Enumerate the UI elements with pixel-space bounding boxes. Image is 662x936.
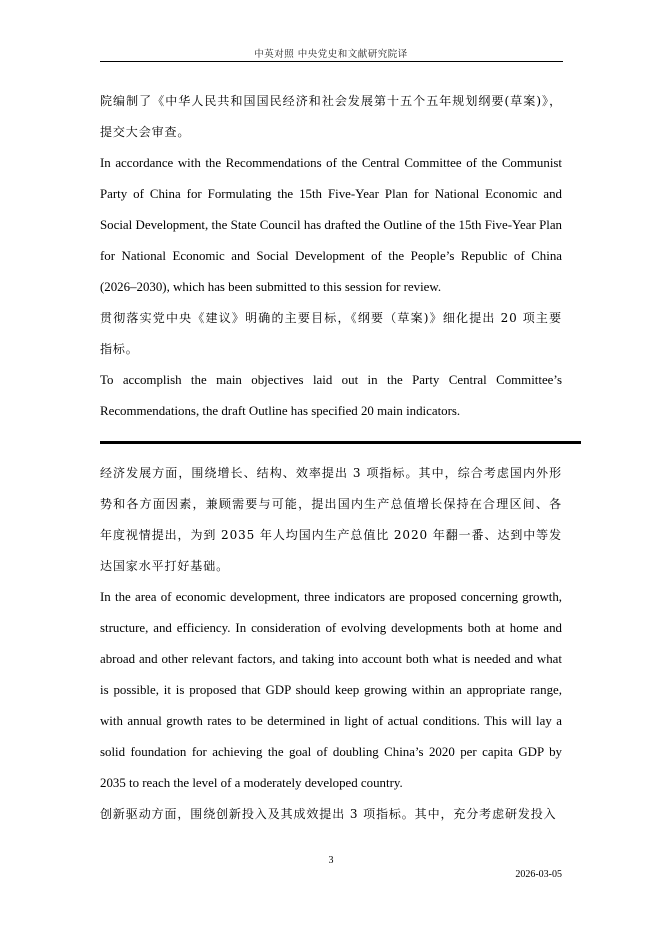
page-number: 3 [328,855,334,866]
zh-paragraph-main-indicators: 贯彻落实党中央《建议》明确的主要目标，《纲要（草案)》细化提出 20 项主要指标。 [100,311,562,356]
date-stamp: 2026-03-05 [515,869,562,880]
zh-paragraph-outline-drafted: 院编制了《中华人民共和国国民经济和社会发展第十五个五年规划纲要(草案)》，提交大会审查。 [100,94,562,139]
header-divider [100,61,563,62]
zh-paragraph-innovation: 创新驱动方面，围绕创新投入及其成效提出 3 项指标。其中，充分考虑研发投入 [100,807,557,821]
section-divider [100,441,581,444]
en-paragraph-outline-drafted: In accordance with the Recommendations of the Central Committee of the Communist Party of China for Formulating the 15th Five-Year Plan for National Economic and Social Development, the State Council has drafted the Outline of the 15th Five-Year Plan for National Economic and Social Development of the People’s Republic of China (2026–2030), which has been submitted to this session for review. [100,156,562,294]
zh-paragraph-economic-development: 经济发展方面，围绕增长、结构、效率提出 3 项指标。其中，综合考虑国内外形势和各方面因素，兼顾需要与可能，提出国内生产总值增长保持在合理区间、各年度视情提出，为到 2035 年人均国内生产总值比 2020 年翻一番、达到中等发达国家水平打好基础。 [100,466,562,573]
en-paragraph-economic-development: In the area of economic development, three indicators are proposed concerning growth, structure, and efficiency. In consideration of evolving developments both at home and abroad and other relevant factors, and taking into account both what is needed and what is possible, it is proposed that GDP should keep growing within an appropriate range, with annual growth rates to be determined in light of actual conditions. This will lay a solid foundation for achieving the goal of doubling China’s 2020 per capita GDP by 2035 to reach the level of a moderately developed country. [100,590,562,790]
en-paragraph-main-indicators: To accomplish the main objectives laid out in the Party Central Committee’s Recommendations, the draft Outline has specified 20 main indicators. [100,373,562,418]
running-header: 中英对照 中央党史和文献研究院译 [254,49,408,60]
